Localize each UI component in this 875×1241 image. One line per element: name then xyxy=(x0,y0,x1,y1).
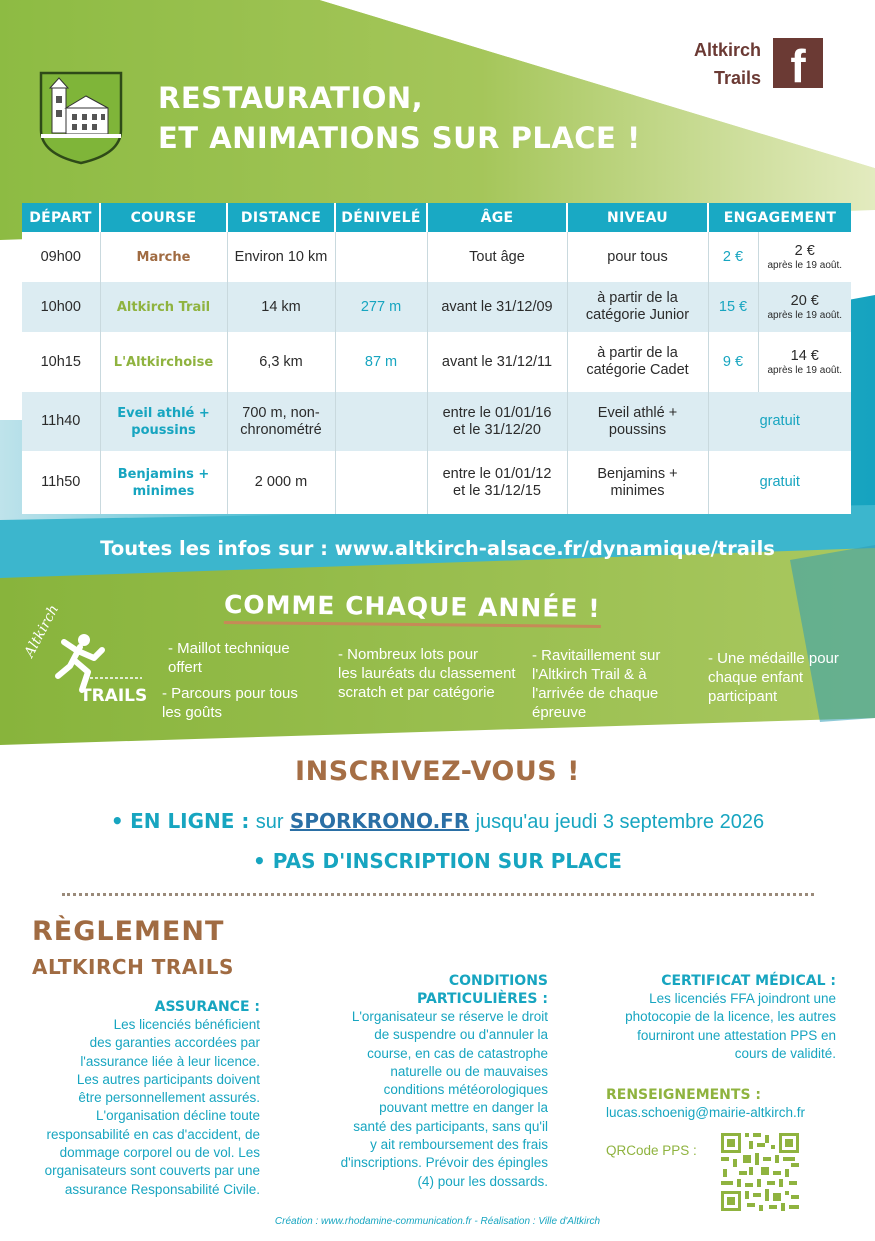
header-course: COURSE xyxy=(100,203,227,232)
feature-line: chaque enfant xyxy=(708,669,804,686)
prix-tard: 20 € xyxy=(790,292,819,309)
assurance-section xyxy=(20,998,260,1199)
renseignements-title: RENSEIGNEMENTS : xyxy=(606,1087,762,1103)
cell-distance: 14 km xyxy=(227,282,335,332)
feature-line: l'arrivée de chaque xyxy=(532,685,659,702)
niveau-line-1: à partir de la xyxy=(597,290,678,306)
conditions-line: naturelle ou de mauvaises xyxy=(390,1063,548,1079)
certificat-line: cours de validité. xyxy=(734,1045,836,1061)
feature-line: l'Altkirch Trail & à xyxy=(532,666,647,683)
cell-course xyxy=(100,392,227,451)
feature-line: - Maillot technique xyxy=(168,640,290,657)
niveau-line-1: Benjamins + xyxy=(597,465,678,482)
title-line-2: ET ANIMATIONS SUR PLACE ! xyxy=(158,121,641,155)
conditions-line: de suspendre ou d'annuler la xyxy=(374,1027,548,1043)
contact-email[interactable]: lucas.schoenig@mairie-altkirch.fr xyxy=(606,1105,806,1120)
feature-ravitaillement xyxy=(532,646,660,722)
niveau-line-1: à partir de la xyxy=(597,345,678,361)
cell-prix-tard xyxy=(758,332,851,392)
brand-line-2: Trails xyxy=(713,68,761,88)
feature-parcours xyxy=(162,684,298,722)
header-depart: DÉPART xyxy=(22,203,100,232)
cell-age: avant le 31/12/11 xyxy=(427,332,567,392)
niveau-line-2: catégorie Cadet xyxy=(586,362,689,378)
cell-denivele: 277 m xyxy=(335,282,427,332)
distance-line-2: chronométré xyxy=(240,421,322,438)
inscrivez-vous-title: INSCRIVEZ-VOUS ! xyxy=(295,756,580,787)
course-line-1: Benjamins + xyxy=(117,466,210,482)
cell-denivele: 87 m xyxy=(335,332,427,392)
reglement-subtitle: ALTKIRCH TRAILS xyxy=(32,955,234,979)
cell-denivele xyxy=(335,451,427,514)
cell-denivele xyxy=(335,392,427,451)
assurance-line: L'organisation décline toute xyxy=(96,1108,260,1124)
online-deadline: jusqu'au jeudi 3 septembre 2026 xyxy=(475,811,765,833)
table-row xyxy=(22,232,851,282)
niveau-line-2: minimes xyxy=(610,482,665,499)
header-niveau: NIVEAU xyxy=(567,203,708,232)
cell-depart: 11h40 xyxy=(22,392,100,451)
footer-credits: Création : www.rhodamine-communication.fr - Réalisation : Ville d'Altkirch xyxy=(274,1216,601,1227)
assurance-line: être personnellement assurés. xyxy=(78,1090,260,1106)
cell-depart: 10h15 xyxy=(22,332,100,392)
certificat-section xyxy=(590,972,836,1063)
feature-line: épreuve xyxy=(532,704,587,721)
age-line-1: entre le 01/01/12 xyxy=(442,465,552,482)
conditions-line: (4) pour les dossards. xyxy=(417,1173,548,1189)
cell-niveau xyxy=(567,282,708,332)
header-denivele: DÉNIVELÉ xyxy=(335,203,427,232)
feature-line: les goûts xyxy=(162,704,223,721)
feature-medaille xyxy=(708,649,839,706)
conditions-title-2: PARTICULIÈRES : xyxy=(417,991,548,1007)
cell-prix: gratuit xyxy=(708,392,851,451)
assurance-line: dommage corporel ou de vol. Les xyxy=(59,1145,260,1161)
cell-course: L'Altkirchoise xyxy=(100,332,227,392)
online-sur: sur xyxy=(255,811,284,833)
table-row xyxy=(22,451,851,514)
niveau-line-2: catégorie Junior xyxy=(585,307,690,323)
prix-note: après le 19 août. xyxy=(767,309,842,321)
assurance-line: l'assurance liée à leur licence. xyxy=(80,1053,260,1069)
table-row xyxy=(22,332,851,392)
assurance-line: Les autres participants doivent xyxy=(76,1071,260,1087)
assurance-text xyxy=(20,1016,260,1199)
bullet: • xyxy=(110,809,124,833)
feature-line: scratch et par catégorie xyxy=(338,684,495,701)
feature-line: - Nombreux lots pour xyxy=(338,646,479,663)
header-distance: DISTANCE xyxy=(227,203,335,232)
sporkrono-link[interactable]: SPORKRONO.FR xyxy=(289,809,470,833)
facebook-glyph: f xyxy=(790,40,806,88)
cell-age: Tout âge xyxy=(427,232,567,282)
cell-prix-tard xyxy=(758,232,851,282)
cell-course: Altkirch Trail xyxy=(100,282,227,332)
cell-prix-tard xyxy=(758,282,851,332)
conditions-line: y ait remboursement des frais xyxy=(370,1137,548,1153)
assurance-title: ASSURANCE : xyxy=(154,999,260,1015)
cell-prix: gratuit xyxy=(708,451,851,514)
cell-prix: 9 € xyxy=(708,332,758,392)
assurance-line: Les licenciés bénéficient xyxy=(113,1017,260,1032)
altkirch-trails-runner-logo xyxy=(18,598,148,706)
feature-lots xyxy=(338,645,516,702)
cell-denivele xyxy=(335,232,427,282)
cell-prix: 2 € xyxy=(708,232,758,282)
conditions-line: L'organisateur se réserve le droit xyxy=(351,1009,548,1024)
cell-niveau xyxy=(567,451,708,514)
cell-distance xyxy=(227,392,335,451)
conditions-text xyxy=(310,1008,548,1191)
assurance-line: assurance Responsabilité Civile. xyxy=(64,1181,260,1197)
conditions-line: santé des participants, sans qu'il xyxy=(353,1118,548,1134)
online-label: EN LIGNE : xyxy=(130,809,250,833)
conditions-title-1: CONDITIONS xyxy=(448,973,548,989)
assurance-line: des garanties accordées par xyxy=(89,1035,260,1051)
no-place-text: PAS D'INSCRIPTION SUR PLACE xyxy=(272,849,622,873)
niveau-line-1: Eveil athlé + xyxy=(597,404,678,421)
prix-tard: 14 € xyxy=(790,347,819,364)
conditions-line: conditions météorologiques xyxy=(383,1082,548,1098)
cell-niveau: pour tous xyxy=(567,232,708,282)
conditions-line: d'inscriptions. Prévoir des épingles xyxy=(340,1155,548,1171)
feature-maillot xyxy=(168,639,290,677)
logo-trails: TRAILS xyxy=(80,686,148,706)
age-line-2: et le 31/12/20 xyxy=(453,421,541,438)
table-row xyxy=(22,282,851,332)
bullet: • xyxy=(253,849,266,873)
certificat-title: CERTIFICAT MÉDICAL : xyxy=(661,973,836,989)
reglement-title: RÈGLEMENT xyxy=(32,916,225,947)
infos-link[interactable]: Toutes les infos sur : www.altkirch-alsace.fr/dynamique/trails xyxy=(100,537,775,560)
comme-chaque-annee-title: COMME CHAQUE ANNÉE ! xyxy=(224,590,601,628)
feature-line: participant xyxy=(708,688,778,705)
title-line-1: RESTAURATION, xyxy=(158,81,424,115)
qr-code[interactable] xyxy=(719,1131,801,1213)
assurance-line: responsabilité en cas d'accident, de xyxy=(46,1126,260,1142)
dotted-divider xyxy=(62,893,814,896)
cell-course: Marche xyxy=(100,232,227,282)
conditions-section xyxy=(310,972,548,1191)
logo-script: Altkirch xyxy=(21,602,63,660)
cell-depart: 11h50 xyxy=(22,451,100,514)
altkirch-crest-logo xyxy=(38,70,124,166)
cell-depart: 10h00 xyxy=(22,282,100,332)
prix-note: après le 19 août. xyxy=(767,364,842,376)
feature-line: les lauréats du classement xyxy=(338,665,516,682)
header-engagement: ENGAGEMENT xyxy=(708,203,851,232)
table-header-row xyxy=(22,203,851,232)
certificat-text xyxy=(590,990,836,1063)
distance-line-1: 700 m, non- xyxy=(242,404,320,421)
online-registration xyxy=(0,809,875,834)
cell-distance: 6,3 km xyxy=(227,332,335,392)
cell-niveau xyxy=(567,392,708,451)
cell-distance: Environ 10 km xyxy=(227,232,335,282)
qr-label: QRCode PPS : xyxy=(606,1143,697,1158)
niveau-line-2: poussins xyxy=(608,421,667,438)
cell-prix: 15 € xyxy=(708,282,758,332)
certificat-line: photocopie de la licence, les autres xyxy=(625,1009,836,1025)
header-age: ÂGE xyxy=(427,203,567,232)
no-onsite-registration xyxy=(0,849,875,873)
feature-line: - Une médaille pour xyxy=(708,650,839,667)
feature-line: - Parcours pour tous xyxy=(162,685,298,702)
schedule-table xyxy=(22,203,851,514)
cell-age xyxy=(427,451,567,514)
certificat-line: Les licenciés FFA joindront une xyxy=(649,991,836,1006)
cell-age: avant le 31/12/09 xyxy=(427,282,567,332)
prix-tard: 2 € xyxy=(794,242,815,259)
brand-line-1: Altkirch xyxy=(693,40,761,60)
feature-line: offert xyxy=(168,659,202,676)
cell-depart: 09h00 xyxy=(22,232,100,282)
table-row xyxy=(22,392,851,451)
assurance-line: organisateurs sont couverts par une xyxy=(44,1163,260,1179)
facebook-label[interactable] xyxy=(694,36,761,92)
certificat-line: fourniront une attestation PPS en xyxy=(637,1027,836,1043)
feature-line: - Ravitaillement sur xyxy=(532,647,661,664)
age-line-2: et le 31/12/15 xyxy=(453,482,541,499)
facebook-icon[interactable] xyxy=(773,38,823,88)
cell-age xyxy=(427,392,567,451)
prix-note: après le 19 août. xyxy=(767,259,842,271)
conditions-line: course, en cas de catastrophe xyxy=(367,1045,548,1061)
cell-distance: 2 000 m xyxy=(227,451,335,514)
cell-niveau xyxy=(567,332,708,392)
page-title xyxy=(158,78,641,158)
course-line-2: minimes xyxy=(132,483,195,499)
cell-course xyxy=(100,451,227,514)
conditions-line: pouvant mettre en danger la xyxy=(379,1100,548,1116)
course-line-2: poussins xyxy=(131,422,196,438)
age-line-1: entre le 01/01/16 xyxy=(442,404,552,421)
course-line-1: Eveil athlé + xyxy=(117,405,210,421)
